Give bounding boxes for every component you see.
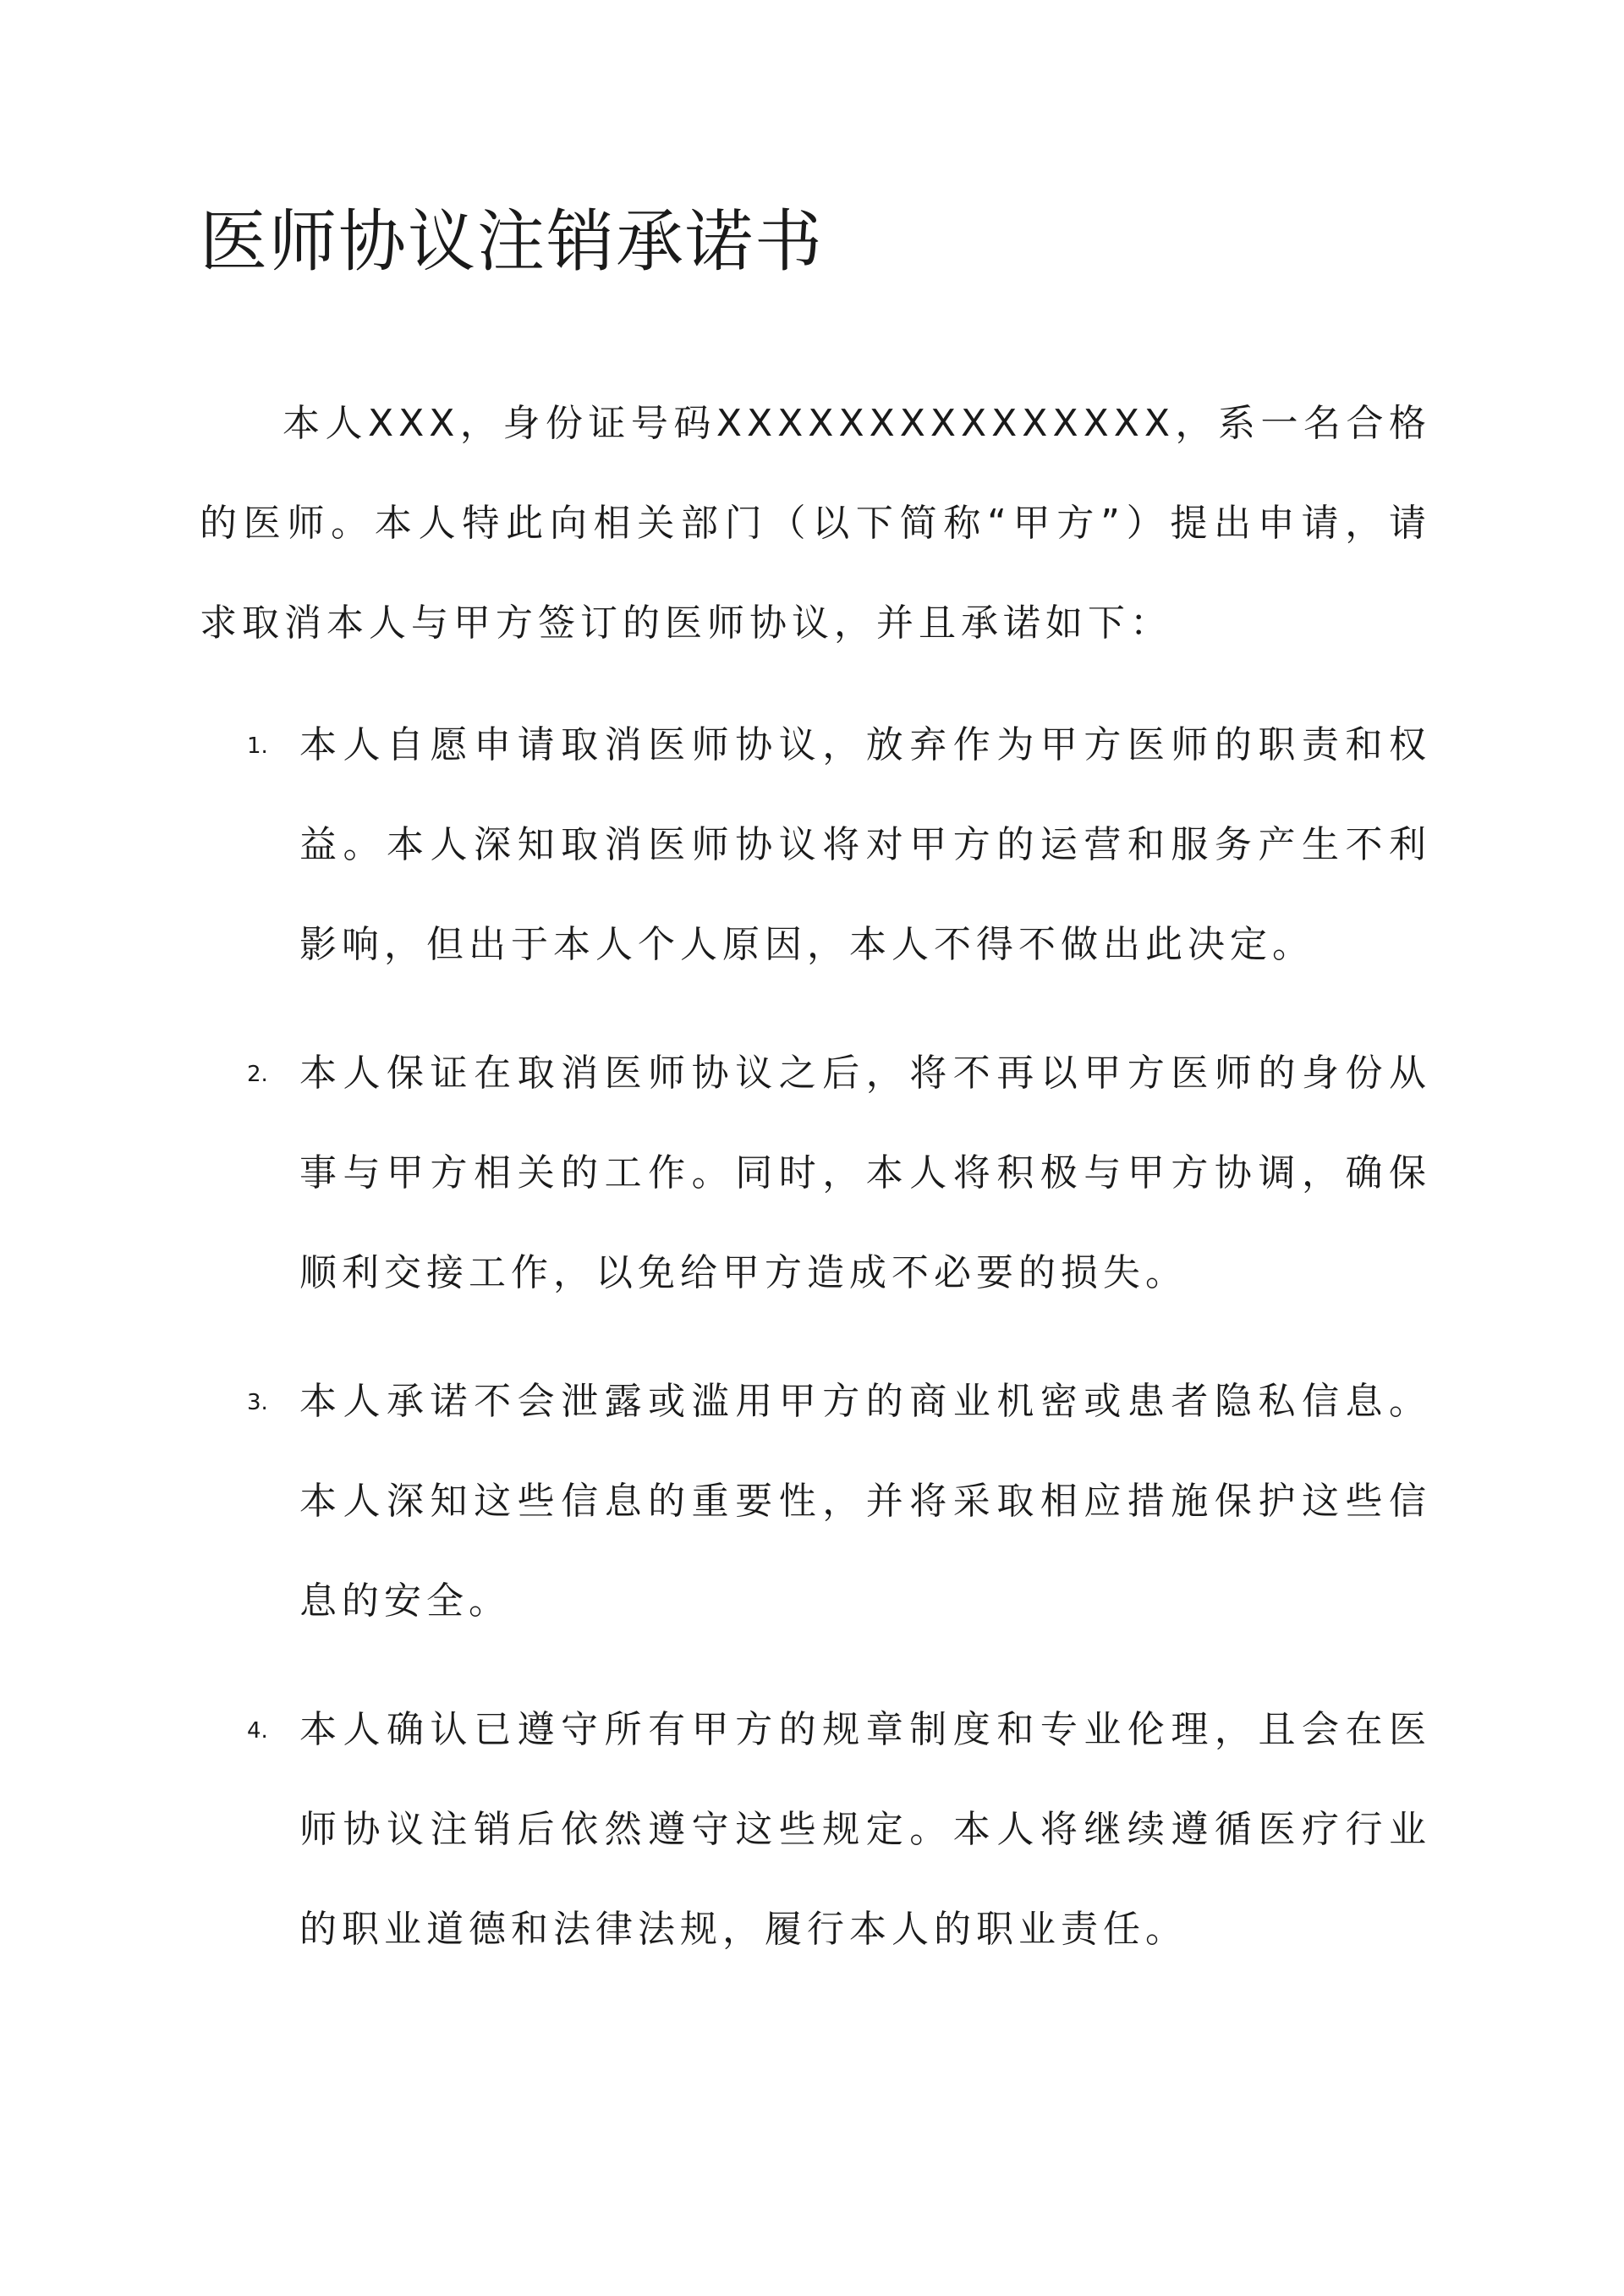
list-item — [200, 695, 1431, 966]
document-title: 医师协议注销承诺书 — [200, 202, 824, 281]
list-item-text: 本人保证在取消医师协议之后，将不再以甲方医师的身份从事与甲方相关的工作。同时，本人将积极与甲方协调，确保顺利交接工作，以免给甲方造成不必要的损失。 — [299, 1052, 1431, 1294]
list-item — [200, 1024, 1431, 1294]
list-item-number: 3. — [247, 1390, 268, 1415]
commitment-list — [200, 695, 1431, 2008]
list-item-number: 2. — [247, 1062, 268, 1087]
list-item-number: 1. — [247, 733, 268, 759]
list-item-text: 本人确认已遵守所有甲方的规章制度和专业伦理，且会在医师协议注销后依然遵守这些规定。本人将继续遵循医疗行业的职业道德和法律法规，履行本人的职业责任。 — [299, 1708, 1431, 1951]
list-item-number: 4. — [247, 1718, 268, 1744]
intro-paragraph: 本人XXX，身份证号码XXXXXXXXXXXXXXX，系一名合格的医师。本人特此向相关部门（以下简称“甲方”）提出申请，请求取消本人与甲方签订的医师协议，并且承诺如下： — [200, 402, 1431, 645]
list-item — [200, 1352, 1431, 1623]
list-item — [200, 1680, 1431, 1951]
list-item-text: 本人承诺不会泄露或滥用甲方的商业机密或患者隐私信息。本人深知这些信息的重要性，并将采取相应措施保护这些信息的安全。 — [299, 1380, 1431, 1623]
list-item-text: 本人自愿申请取消医师协议，放弃作为甲方医师的职责和权益。本人深知取消医师协议将对甲方的运营和服务产生不利影响，但出于本人个人原因，本人不得不做出此决定。 — [299, 723, 1431, 966]
